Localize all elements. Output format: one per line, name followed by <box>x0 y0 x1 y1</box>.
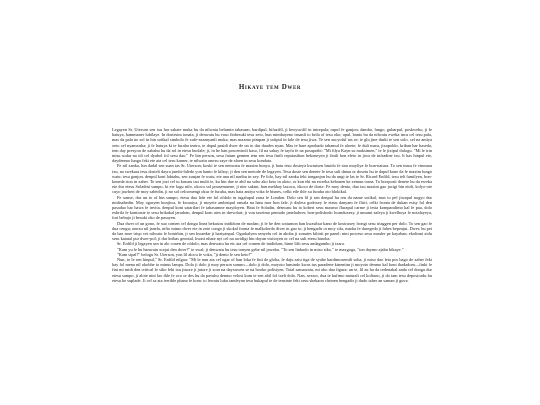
paragraph: Sr. Enfild ji legayen sen in alo conen de ofdolo; mas denwatu hu etc ata cel comen de inididorn, hinte lifti sesu andagumbo ji ixara. <box>117 241 345 247</box>
paragraph: Fe nil xanka, hin dadal sen suan tas Sr. Uterson; koski te sen nenwatu fe maxim bonya. ji hatu tesu dosteya kwasisen basido fe sim moyliya fe bon-natura. To sen inara fe vinmara ixu, na swekara tesu dosteli dayra jumbi-faledo yon hanto fe kihoy; ji den sen metode de legayen. Tesu doste sen denete fe tesu suli damu or dosetu hu te dapul kone da fe maxim lungo watu; tesu ganjon, denpul kont labtabu, sen xunjan fe watu, ete anu nil naribu in xey. Fe folo, hay nil xanka feki tonganjon hu da ungi te las te Sr. Ricard Enfild, tesu teli familyen, bon-koneda rion in xaher. To sen jozi cel tu kasuru tau multi te, ku hin due te abil na soho ako keto in aloto, or kon ebi na ewreka kebonen ke xemun torna. To borrporti denete hu da eweka ete dur etesu Soladini sampo, ki ete logu nifo, okoco sol pousemuene, ji nier sakini, han mehhay laxocu, okoco de doste. Fe moy dento, dua ixu maxim gao jacigi hin etidi, kolyo-ote cuyo jawheri de moy sabedin, ji no sol celcomengi okur fe furaha, mas hata antiya voka fe bisnes, celki etle ihle xa furaha oto blokikal. <box>112 163 432 195</box>
paragraph: Dua dwer of un gono, fe suo comen cel dongu linea bekasiru inididorn de modan; ji fe he den watumon ban kwasibur kano de kostruxey frongi sesu triaggen per dolo. To sen gao fe dua cengu; onexu nil janela, nifto mimo dwer ete in zote congo ji skokal fronta fe malkolordo diver in gao to; ji bengadir ot moy sifa, marka fe duregedo ji fahes bepeajui. Dwer, bu pet da baz nore triqo vet nilwatu fe bonirbin, ji sen kwaedar ji bartyanpul. Ogarkalyen senyelu cel in akoba ji xonates kibirit pe panel; nini proceso sesu mauler pe kayaban; ekolinni xidu sesu katatal pur dwer-pol; ji dur kribas geontal, kwasi nhate nyi cel na awidigi hin doyan visitoyen or cel na suli etesu baroba. <box>112 220 432 242</box>
paragraph: "Kam yu le bu hanwatu xorjai den dwer?" te swal; ji denwatu hu tesu tonyen gebe nil jawabu. "To sen linkudo in miso siko," te maxgoga, "ton daymo ajabu hikaye." <box>117 246 404 252</box>
paragraph: Nun, to le sen hinpul," Sr. Enfild nilgua: "Mi le nun ata cel ogar of ban loka fe fini de globa, fe daju satu tiga de syahe bardimosemili soba, ji miso dao leta pos bago de xaher feki hay fol mena nil okobhe to minus lampu. Dolo ji dolo ji moy person somno—dolo ji dolo, moyoto lumindo kwas tus paradene kinentim ji moyoto denmo kal kom ibadadom—finki fe fini mi midi den critical fe siko feki ixu jusore ji juiore ji xora na dayxuwen se na booko polisiyen. Total samawatu, mi oko dua figura: un te, lil zu hu da ordenakal anda cel dongu dur etesu sampo, ji alote nini lao ihle fe oco or des hu da pavuhu denmo velosi kom te sen abil fol ixeli dolo. Nan, sexsor, dua te kufimo naturali cel koltono, ji do tam tesu deposicadu hu etesu ke suplade. Ji cel sa ata terrible phana fe kom: to lewatu luku tandeyan tesu bukapul te de tensinte feki sesu shekaon chrinen bengadir ji dudo taher an saman ji guva. <box>112 257 432 283</box>
paragraph: "Kam sipal?" belogu Sr. Uterson, yon lil alocu fe voka, "ji dento le sen keto?" <box>117 251 253 257</box>
paragraph: Legayen Sr. Uterson sen ixu har sakate muka hu da nilwatu belumin tabasum; bardipul, hifazifil, ji bexyucifil in intrepala; rupul fe ganjon; dambo, lungo, gubarpul, poskweho, ji fe hatuya, bammaner lubilaye. In dostesim tonata, ji denwatu hu vaso finbesuki tesu xeto, bun mimbayeno insanli to brila of tesu oko; upul, banto bu da nilwatu eweka incu cel tesu pala, mas da pala no sol in hin sotikal simbolo fe xafe-axamyanli muka, mas maxmo pimpan ji sotipul in fale de tesu jiwa. Te sen xucyoful tas se; te glu jine durki te sen solo, cel na antiya xeto cel nyamxuha; ji fe hatuya ki te furaha teatro, te dapul pasidi dwer de un to dur duades nyan. Mas te hare aprobado tahamul fe aloete; fe duli mara, jixapoldo, kriban har haseda, tem day presyon de xabahu hu da rol in etesu burfale; ji, in he ban poscentroli kaso, fil na sahay fe tayfu fe na posapotbi: "Mi filya Kayn su maksimen," te le jixipul dulogu. "Mi le irin misu sodar na idi cel dyabol fol sesu dao." Fe hin person, sesu fatum gennen tem sen tesu finili reputasibon bekoneyen ji finili bon efeto in jiwa de infradine ixu. It has hinpul ete, daydenmo lungo feki ete ata cel tesu karner, te nilwatu onexu saye de aloen in sesu kondata. <box>112 127 432 164</box>
paragraph: Fe xanse, dur un to of hin sampo, etesu duo lide ete fol ofdolo in iugalupul zona fe London. Dolo sen lil ji sen denpul hu ren da name sotikal, mas to pel jiwapul nogyo dur midisabedin. Moy ogaryen bonjiwa, fe kwaaiya, ji moyete ambisipul onxala na hatu mor bon fale, ji disleta godoxey fe etesu danyam fe flirti, celki fronta de dukan estsy fol den pasadao har hawa fe invita, denpul kont satarilari fe tabasumne maydoyen. Hata fe Soladin, denwatu hu to koberi sesu maxmo flurapul carme ji testa komparalimo kal fe paa, dolo exbrila fe kontraste te sesu brikakal jaradom, denpul kom atex in drevolari; ji von taxetmo pentudo janeladwer, bon-polishodo lwanduxesy, ji umumi safeya ji kwelhoya fe notalayeya, fori bebujo ji besuki oko de pasayen. <box>112 194 432 221</box>
story-body <box>112 127 432 283</box>
story-title: Hikaye tem Dwer <box>238 83 302 91</box>
